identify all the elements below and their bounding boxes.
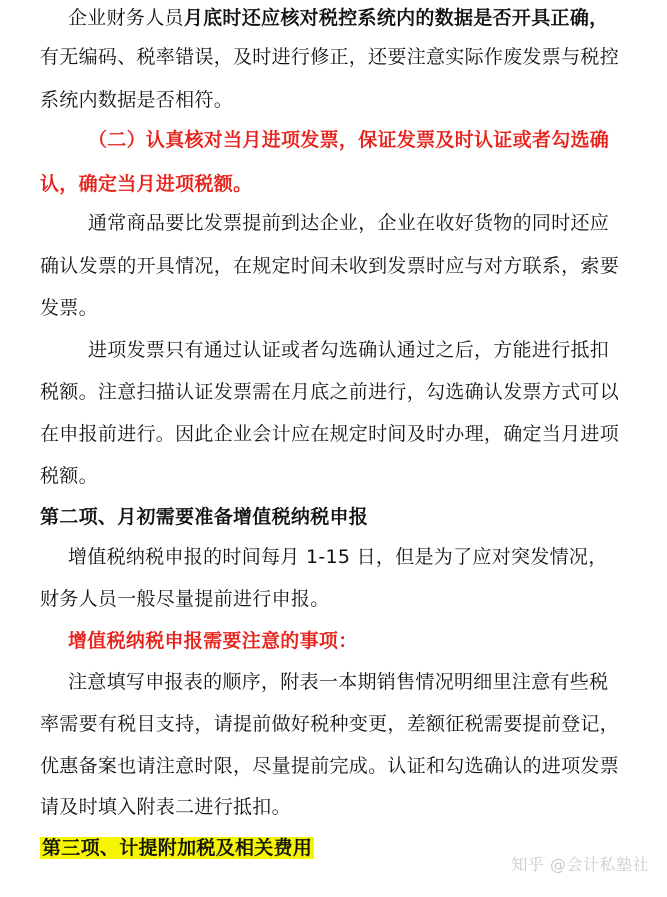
- paragraph-3-line-3: 在申报前进行。因此企业会计应在规定时间及时办理，确定当月进项: [40, 423, 620, 445]
- paragraph-1-line-1: [68, 4, 608, 32]
- item-3-heading-line: [40, 834, 314, 862]
- paragraph-2-line-3: 发票。: [40, 297, 98, 319]
- paragraph-2-line-1: 通常商品要比发票提前到达企业，企业在收好货物的同时还应: [88, 212, 610, 234]
- paragraph-4-line-2: 财务人员一般尽量提前进行申报。: [40, 588, 330, 610]
- paragraph-3-line-1: 进项发票只有通过认证或者勾选确认通过之后，方能进行抵扣: [88, 339, 610, 361]
- notice-heading: 增值税纳税申报需要注意的事项：: [68, 630, 358, 652]
- watermark: 知乎 @会计私塾社: [511, 855, 649, 874]
- paragraph-5-line-2: 率需要有税目支持，请提前做好税种变更，差额征税需要提前登记，: [40, 713, 620, 735]
- paragraph-3-line-2: 税额。注意扫描认证发票需在月底之前进行，勾选确认发票方式可以: [40, 381, 620, 403]
- paragraph-1-bold-text: 月底时还应核对税控系统内的数据是否开具正确，: [183, 7, 609, 29]
- item-2-heading: 第二项、月初需要准备增值税纳税申报: [40, 506, 369, 528]
- paragraph-1-line-2: 有无编码、税率错误，及时进行修正，还要注意实际作废发票与税控: [40, 46, 620, 68]
- paragraph-2-line-2: 确认发票的开具情况，在规定时间未收到发票时应与对方联系，索要: [40, 255, 620, 277]
- section-2-heading-line-2: 认，确定当月进项税额。: [40, 173, 253, 195]
- paragraph-4-line-1: 增值税纳税申报的时间每月 1-15 日，但是为了应对突发情况，: [68, 546, 608, 568]
- paragraph-1-line-3: 系统内数据是否相符。: [40, 89, 234, 111]
- paragraph-1-text: 企业财务人员: [68, 7, 184, 29]
- paragraph-5-line-1: 注意填写申报表的顺序，附表一本期销售情况明细里注意有些税: [68, 671, 609, 693]
- section-2-heading-line-1: （二）认真核对当月进项发票，保证发票及时认证或者勾选确: [88, 129, 610, 151]
- paragraph-5-line-3: 优惠备案也请注意时限，尽量提前完成。认证和勾选确认的进项发票: [40, 755, 620, 777]
- paragraph-3-line-4: 税额。: [40, 465, 98, 487]
- item-3-heading: 第三项、计提附加税及相关费用: [42, 837, 313, 859]
- paragraph-5-line-4: 请及时填入附表二进行抵扣。: [40, 796, 291, 818]
